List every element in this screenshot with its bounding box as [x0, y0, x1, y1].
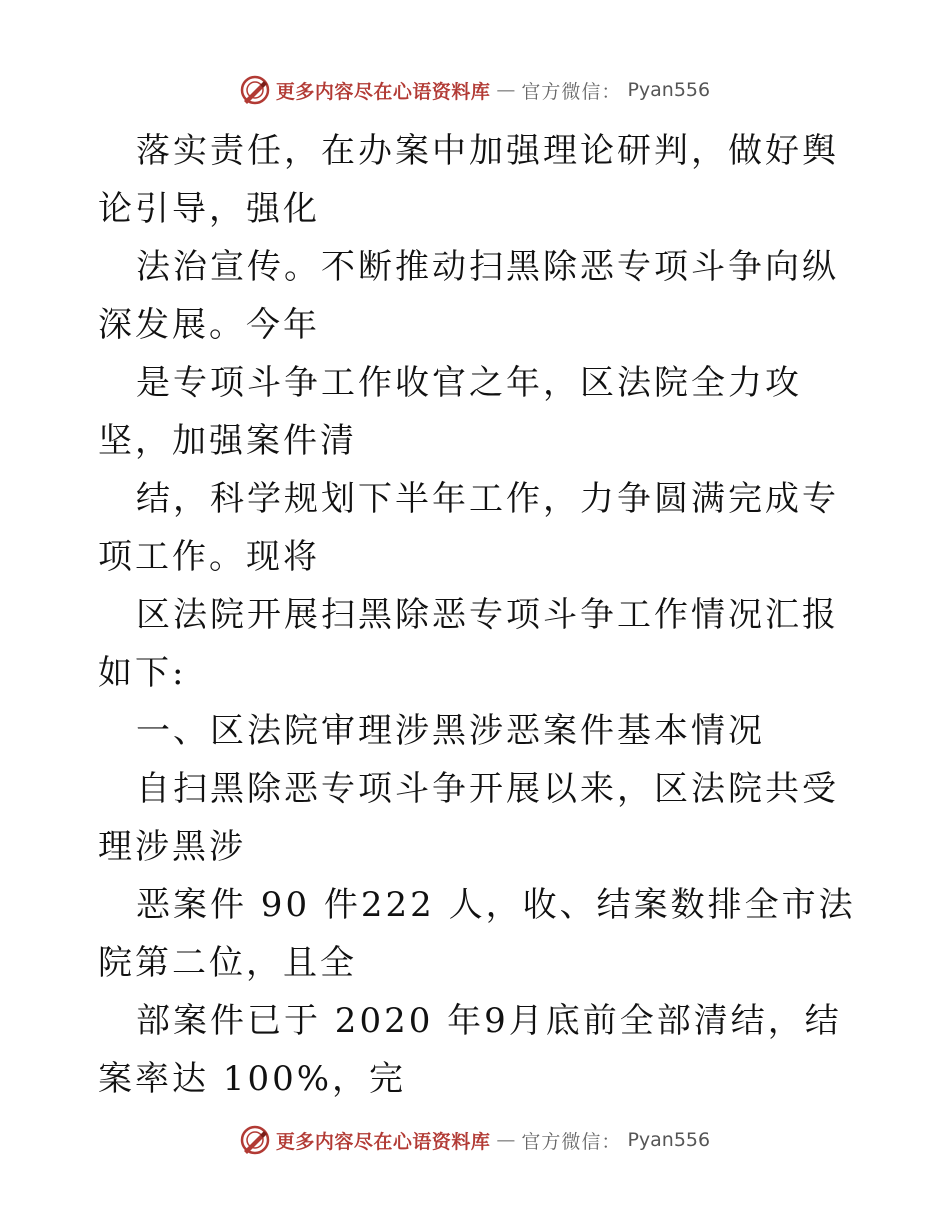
paragraph: 自扫黑除恶专项斗争开展以来，区法院共受理涉黑涉 — [98, 769, 839, 867]
paragraph: 部案件已于 2020 年9月底前全部清结，结案率达 100%，完 — [98, 1001, 842, 1099]
header-separator: — — [496, 79, 516, 101]
header-wechat-label: 官方微信： — [521, 80, 622, 103]
pen-logo-icon — [240, 75, 270, 105]
footer-site-text: 更多内容尽在心语资料库 — [275, 1130, 491, 1153]
paragraph: 区法院开展扫黑除恶专项斗争工作情况汇报如下: — [98, 595, 839, 693]
footer-wechat-id: Pyan556 — [627, 1129, 711, 1151]
header-wechat-id: Pyan556 — [627, 79, 711, 101]
footer-banner — [0, 1120, 950, 1160]
footer-separator: — — [496, 1129, 516, 1151]
paragraph: 结，科学规划下半年工作，力争圆满完成专项工作。现将 — [98, 479, 839, 577]
footer-wechat-label: 官方微信： — [521, 1130, 622, 1153]
paragraph: 恶案件 90 件222 人，收、结案数排全市法院第二位，且全 — [98, 885, 856, 983]
paragraph: 是专项斗争工作收官之年，区法院全力攻坚，加强案件清 — [98, 363, 802, 461]
paragraph: 落实责任，在办案中加强理论研判，做好舆论引导，强化 — [98, 131, 839, 229]
section-heading: 一、区法院审理涉黑涉恶案件基本情况 — [136, 711, 765, 751]
header-site-text: 更多内容尽在心语资料库 — [275, 80, 491, 103]
paragraph: 法治宣传。不断推动扫黑除恶专项斗争向纵深发展。今年 — [98, 247, 839, 345]
document-body — [98, 122, 858, 1108]
header-banner — [0, 70, 950, 110]
pen-logo-icon — [240, 1125, 270, 1155]
